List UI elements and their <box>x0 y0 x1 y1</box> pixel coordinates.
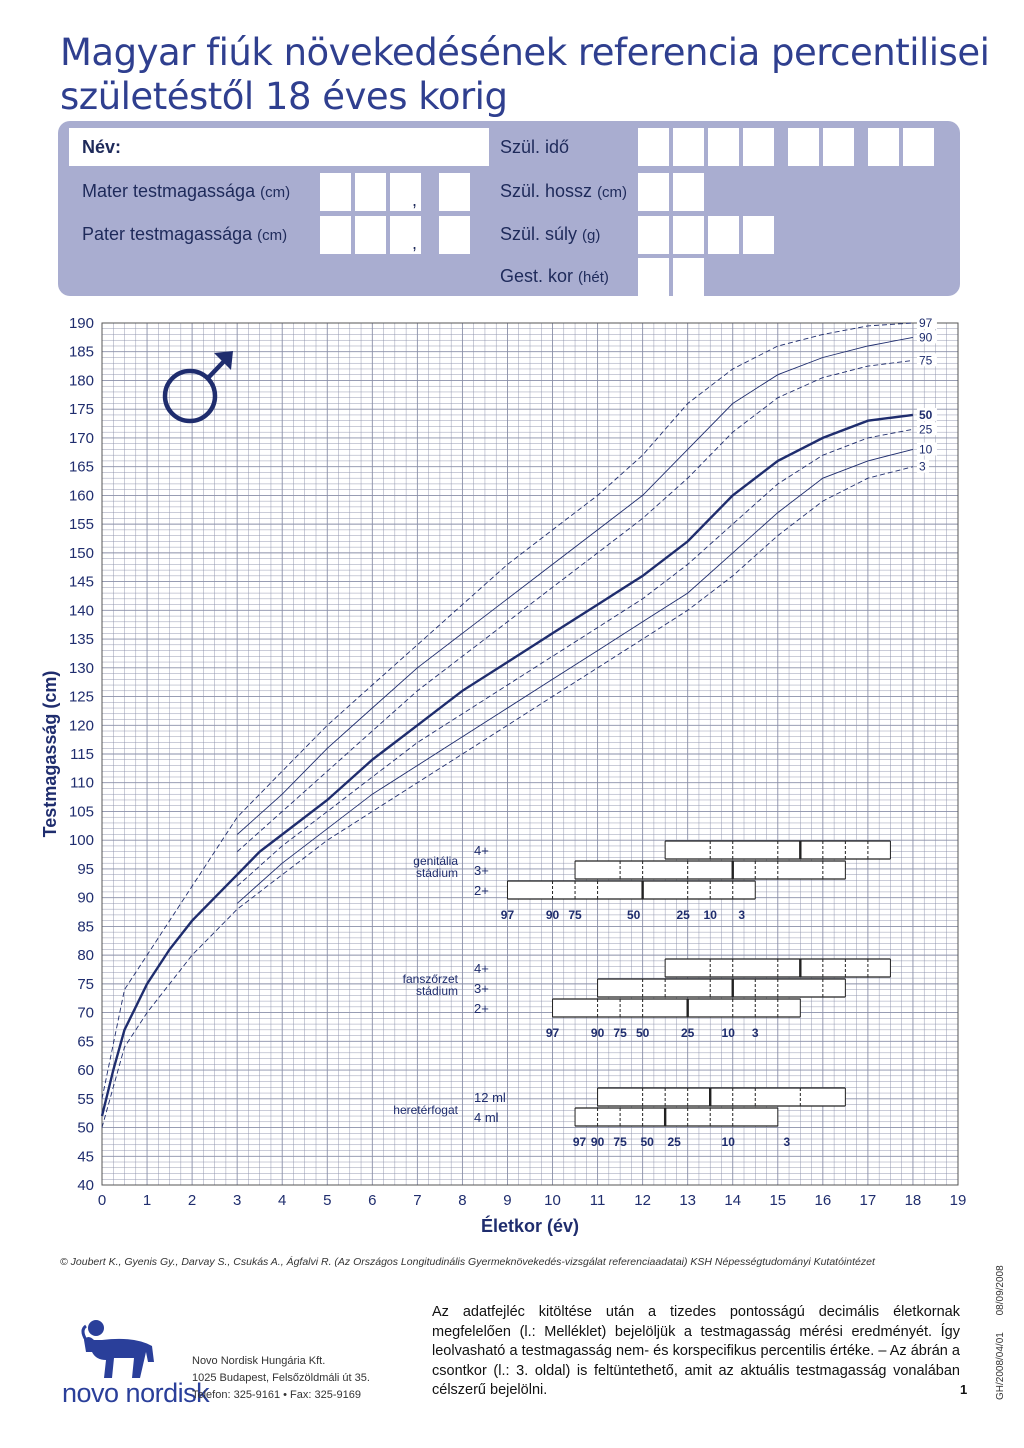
digit-cell[interactable] <box>823 128 854 166</box>
page-number: 1 <box>960 1382 968 1397</box>
y-tick-label: 175 <box>68 401 94 419</box>
percentile-label-75: 75 <box>918 353 933 368</box>
x-tick-label: 18 <box>904 1192 922 1209</box>
x-tick-label: 13 <box>679 1192 697 1209</box>
digit-cell[interactable] <box>673 258 704 296</box>
stage-bar-background <box>598 979 846 997</box>
digit-cell[interactable] <box>638 128 669 166</box>
stage-bar-background <box>553 999 801 1017</box>
name-label: Név: <box>82 137 122 157</box>
stage-percentile-label: 90 <box>545 908 560 922</box>
birth-date-field[interactable] <box>638 128 934 166</box>
birth-length-field[interactable] <box>638 173 704 211</box>
y-tick-label: 165 <box>68 458 94 476</box>
decimal-comma: , <box>412 233 418 253</box>
stage-bar-background <box>507 881 755 899</box>
y-tick-label: 85 <box>77 918 94 936</box>
male-symbol-circle <box>165 371 215 421</box>
company-phone: Telefon: 325-9161 • Fax: 325-9169 <box>192 1389 361 1401</box>
staging-title: heretérfogat <box>393 1103 458 1117</box>
x-tick-label: 10 <box>544 1192 561 1209</box>
stage-bar-background <box>598 1088 846 1106</box>
y-tick-label: 140 <box>68 602 94 620</box>
staging-title: genitália <box>413 854 458 868</box>
stage-percentile-label: 50 <box>626 908 641 922</box>
y-tick-label: 40 <box>77 1177 94 1194</box>
y-tick-label: 70 <box>77 1004 94 1022</box>
gest-age-label: Gest. kor (hét) <box>500 266 609 286</box>
y-tick-label: 120 <box>68 717 94 735</box>
stage-percentile-label: 10 <box>721 1026 735 1040</box>
y-tick-label: 160 <box>68 487 94 505</box>
stage-percentile-label: 97 <box>545 1026 560 1040</box>
y-tick-label: 90 <box>77 889 94 907</box>
digit-cell[interactable] <box>638 258 669 296</box>
y-tick-label: 155 <box>68 516 94 534</box>
stage-label: 2+ <box>474 883 489 898</box>
y-tick-label: 125 <box>68 688 94 706</box>
stage-percentile-label: 97 <box>572 1135 587 1149</box>
stage-label: 4+ <box>474 843 489 858</box>
digit-cell[interactable] <box>638 173 669 211</box>
y-tick-label: 115 <box>70 746 94 763</box>
y-tick-label: 135 <box>68 631 94 649</box>
stage-percentile-label: 75 <box>613 1135 627 1149</box>
gest-age-field[interactable] <box>638 258 704 296</box>
digit-cell[interactable] <box>320 216 351 254</box>
x-tick-label: 1 <box>142 1192 152 1209</box>
percentile-label-97: 97 <box>918 316 933 330</box>
digit-cell[interactable] <box>708 216 739 254</box>
stage-percentile-label: 75 <box>613 1026 627 1040</box>
father-height-field[interactable] <box>320 216 470 254</box>
digit-cell[interactable] <box>355 216 386 254</box>
father-height-label: Pater testmagassága (cm) <box>82 224 288 244</box>
instruction-note: Az adatfejléc kitöltése után a tizedes pontosságú decimális életkornak megfelelően (l.: Melléklet) bejelöljük a testmagasság mérési eredményét. Így leolvasható a testmagasság nem- és korspecifikus percentilis értéke. – Az ábrán a csontkor (l.: 3. oldal) is feltüntethető, amit az aktuális testmagasság vonalában célszerű bejelölni. <box>432 1304 960 1398</box>
x-tick-label: 15 <box>769 1192 787 1209</box>
company-address <box>192 1353 370 1404</box>
digit-cell[interactable] <box>868 128 899 166</box>
x-tick-label: 3 <box>232 1192 242 1209</box>
percentile-label-50: 50 <box>918 407 933 422</box>
stage-bar-background <box>575 861 845 879</box>
stage-percentile-label: 75 <box>568 908 582 922</box>
digit-cell[interactable] <box>903 128 934 166</box>
stage-percentile-label: 3 <box>783 1135 791 1149</box>
y-tick-label: 95 <box>77 860 94 878</box>
stage-percentile-label: 10 <box>703 908 717 922</box>
x-tick-label: 9 <box>503 1192 512 1209</box>
staging-subtitle: stádium <box>415 984 458 998</box>
staging-title: fanszőrzet <box>402 972 458 986</box>
y-tick-label: 185 <box>68 343 94 361</box>
digit-cell[interactable] <box>355 173 386 211</box>
stage-percentile-label: 50 <box>635 1026 650 1040</box>
stage-percentile-label: 3 <box>751 1026 759 1040</box>
y-tick-label: 150 <box>68 544 94 562</box>
y-tick-label: 75 <box>77 975 94 993</box>
x-axis-title: Életkor (év) <box>480 1216 580 1236</box>
x-tick-label: 7 <box>413 1192 422 1209</box>
y-tick-label: 50 <box>77 1119 94 1137</box>
mother-height-label: Mater testmagassága (cm) <box>82 181 291 201</box>
stage-percentile-label: 25 <box>667 1135 681 1149</box>
novo-nordisk-bull-logo <box>74 1318 164 1382</box>
page-title-line1: Magyar fiúk növekedésének referencia percentilisei <box>60 31 990 74</box>
company-street: 1025 Budapest, Felsőzöldmáli út 35. <box>192 1372 370 1384</box>
digit-cell[interactable] <box>788 128 819 166</box>
percentile-label-3: 3 <box>918 459 926 474</box>
y-tick-label: 60 <box>77 1062 94 1080</box>
digit-cell[interactable] <box>673 173 704 211</box>
digit-cell[interactable] <box>743 216 774 254</box>
x-tick-label: 8 <box>458 1192 467 1209</box>
stage-percentile-label: 25 <box>676 908 690 922</box>
x-tick-label: 16 <box>814 1192 832 1209</box>
name-field[interactable] <box>69 128 489 166</box>
x-tick-label: 17 <box>859 1192 877 1209</box>
birth-weight-field[interactable] <box>638 216 774 254</box>
x-tick-label: 19 <box>949 1192 967 1209</box>
document-code: GH/2008/04/01 08/09/2008 <box>995 1265 1006 1400</box>
page-title-line2: születéstől 18 éves korig <box>60 75 508 118</box>
digit-cell[interactable] <box>673 128 704 166</box>
y-tick-label: 45 <box>77 1148 94 1166</box>
y-tick-label: 105 <box>68 803 94 821</box>
company-name: Novo Nordisk Hungária Kft. <box>192 1355 326 1367</box>
stage-percentile-label: 90 <box>590 1135 605 1149</box>
x-tick-label: 6 <box>368 1192 377 1209</box>
y-tick-label: 110 <box>70 774 94 792</box>
stage-label: 4 ml <box>474 1110 499 1125</box>
y-tick-label: 130 <box>68 659 94 677</box>
stage-percentile-label: 97 <box>500 908 515 922</box>
y-tick-label: 100 <box>68 832 94 850</box>
x-tick-label: 12 <box>634 1192 651 1209</box>
percentile-label-90: 90 <box>918 330 933 345</box>
stage-percentile-label: 50 <box>640 1135 654 1149</box>
y-tick-label: 55 <box>77 1090 94 1108</box>
digit-cell[interactable] <box>638 216 669 254</box>
digit-cell[interactable] <box>743 128 774 166</box>
stage-percentile-label: 10 <box>721 1135 735 1149</box>
x-tick-label: 2 <box>187 1192 197 1209</box>
percentile-label-25: 25 <box>918 422 933 437</box>
stage-percentile-label: 25 <box>681 1026 695 1040</box>
digit-cell[interactable] <box>708 128 739 166</box>
stage-percentile-label: 3 <box>738 908 746 922</box>
mother-height-field[interactable] <box>320 173 470 211</box>
y-tick-label: 180 <box>68 372 94 390</box>
staging-group <box>507 841 890 899</box>
x-tick-label: 5 <box>323 1192 332 1209</box>
decimal-comma: , <box>412 190 418 210</box>
credit-text: © Joubert K., Gyenis Gy., Darvay S., Csukás A., Ágfalvi R. (Az Országos Longitudinális Gyermeknövekedés-vizsgálat referenciaadatai) KSH Népességtudományi Kutatóintézet <box>60 1256 875 1268</box>
percentile-label-10: 10 <box>918 442 933 457</box>
stage-label: 12 ml <box>474 1090 506 1105</box>
stage-label: 4+ <box>474 961 489 976</box>
digit-cell[interactable] <box>439 216 470 254</box>
growth-chart <box>0 300 1024 1240</box>
digit-cell[interactable] <box>320 173 351 211</box>
company-logo-text: novo nordisk <box>62 1378 210 1408</box>
stage-label: 2+ <box>474 1001 489 1016</box>
birth-length-label: Szül. hossz (cm) <box>500 181 628 201</box>
staging-subtitle: stádium <box>415 866 458 880</box>
stage-bar-background <box>575 1108 778 1126</box>
x-tick-label: 0 <box>97 1192 107 1209</box>
birth-date-label: Szül. idő <box>500 137 570 157</box>
birth-weight-label: Szül. súly (g) <box>500 224 601 244</box>
y-tick-label: 80 <box>77 947 94 965</box>
x-tick-label: 11 <box>589 1192 606 1209</box>
stage-percentile-label: 90 <box>590 1026 605 1040</box>
y-tick-label: 170 <box>68 429 94 447</box>
y-tick-label: 145 <box>68 573 94 591</box>
digit-cell[interactable] <box>673 216 704 254</box>
digit-cell[interactable] <box>439 173 470 211</box>
x-tick-label: 4 <box>278 1192 287 1209</box>
stage-label: 3+ <box>474 863 489 878</box>
y-tick-label: 190 <box>68 315 94 332</box>
x-tick-label: 14 <box>724 1192 742 1209</box>
stage-label: 3+ <box>474 981 489 996</box>
staging-group <box>553 959 891 1017</box>
y-axis-title: Testmagasság (cm) <box>40 670 60 838</box>
y-tick-label: 65 <box>77 1033 94 1051</box>
